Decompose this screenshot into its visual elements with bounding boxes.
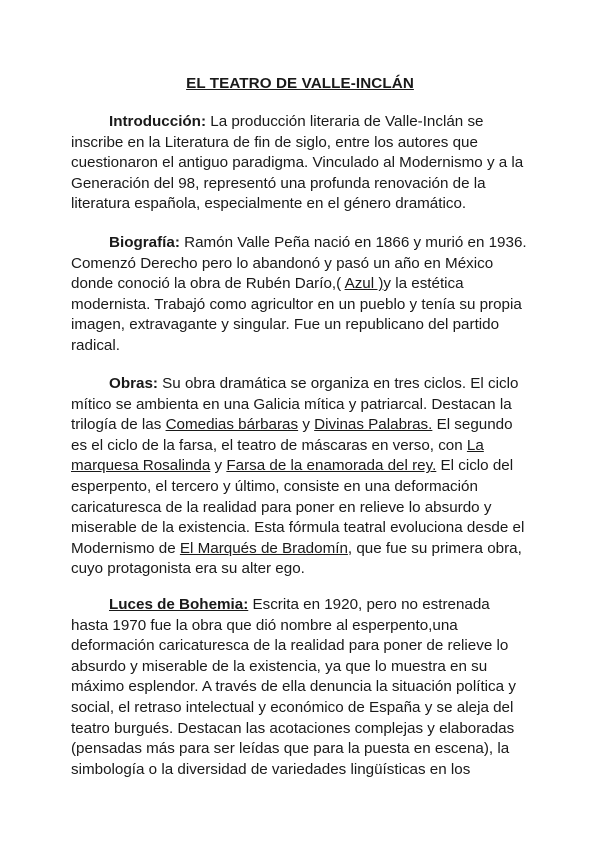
paragraph-introduccion (71, 112, 531, 215)
obras-text-5: El ciclo del esperpento, el tercero y último, consiste en una deformación caricaturesca de la realidad para poner en relieve lo absurdo y miserable de la existencia. Esta fórmula teatral evoluciona desde el Modernismo de (71, 457, 525, 557)
paragraph-biografia (71, 233, 531, 357)
link-marques-de-bradomin[interactable]: El Marqués de Bradomín (179, 539, 348, 557)
introduccion-text: La producción literaria de Valle-Inclán se inscribe en la Literatura de fin de siglo, entre los autores que cuestionaron el antiguo paradigma. Vinculado al Modernismo y a la Generación del 98, representó una profunda renovación de la literatura española, especialmente en el género dramático. (71, 113, 524, 213)
obras-text-2: y (298, 416, 315, 434)
heading-obras: Obras: (109, 375, 158, 392)
obras-text-6: , que fue su primera obra, cuyo protagonista era su alter ego. (71, 539, 522, 578)
heading-biografia: Biografía: (109, 234, 180, 251)
heading-luces-de-bohemia: Luces de Bohemia: (109, 596, 249, 613)
luces-text: Escrita en 1920, pero no estrenada hasta 1970 fue la obra que dió nombre al esperpento,una deformación caricaturesca de la realidad para poner de relieve lo absurdo y miserable de la existencia, ya que lo muestra en su máximo esplendor. A través de ella denuncia la situación política y social, el retraso intelectual y económico de España y se aleja del teatro burgués. Destacan las acotaciones complejas y elaboradas (pensadas más para ser leídas que para la puesta en escena), la simbología o la diversidad de variedades lingüísticas en los (71, 596, 516, 778)
link-comedias-barbaras[interactable]: Comedias bárbaras (165, 416, 299, 434)
link-la-marquesa-rosalinda[interactable]: La marquesa Rosalinda (71, 436, 484, 475)
link-azul[interactable]: Azul ) (344, 275, 384, 293)
paragraph-obras (71, 374, 531, 580)
biografia-text-1: Ramón Valle Peña nació en 1866 y murió en 1936. Comenzó Derecho pero lo abandonó y pasó un año en México donde conoció la obra de Rubén Darío,( (71, 234, 527, 293)
link-farsa-enamorada[interactable]: Farsa de la enamorada del rey. (226, 457, 437, 475)
obras-text-1: Su obra dramática se organiza en tres ciclos. El ciclo mítico se ambienta en una Galicia mítica y patriarcal. Destacan la trilogía de las (71, 375, 519, 434)
obras-text-3: El segundo es el ciclo de la farsa, el teatro de máscaras en verso, con (71, 416, 513, 454)
heading-introduccion: Introducción: (109, 113, 207, 130)
obras-text-4: y (210, 457, 227, 475)
document-title: EL TEATRO DE VALLE-INCLÁN (186, 75, 414, 92)
link-divinas-palabras[interactable]: Divinas Palabras. (314, 416, 433, 434)
paragraph-luces-de-bohemia (71, 595, 531, 780)
biografia-text-2: y la estética modernista. Trabajó como agricultor en un pueblo y tenía su propia imagen, extravagante y singular. Fue un republicano del partido radical. (71, 275, 522, 354)
